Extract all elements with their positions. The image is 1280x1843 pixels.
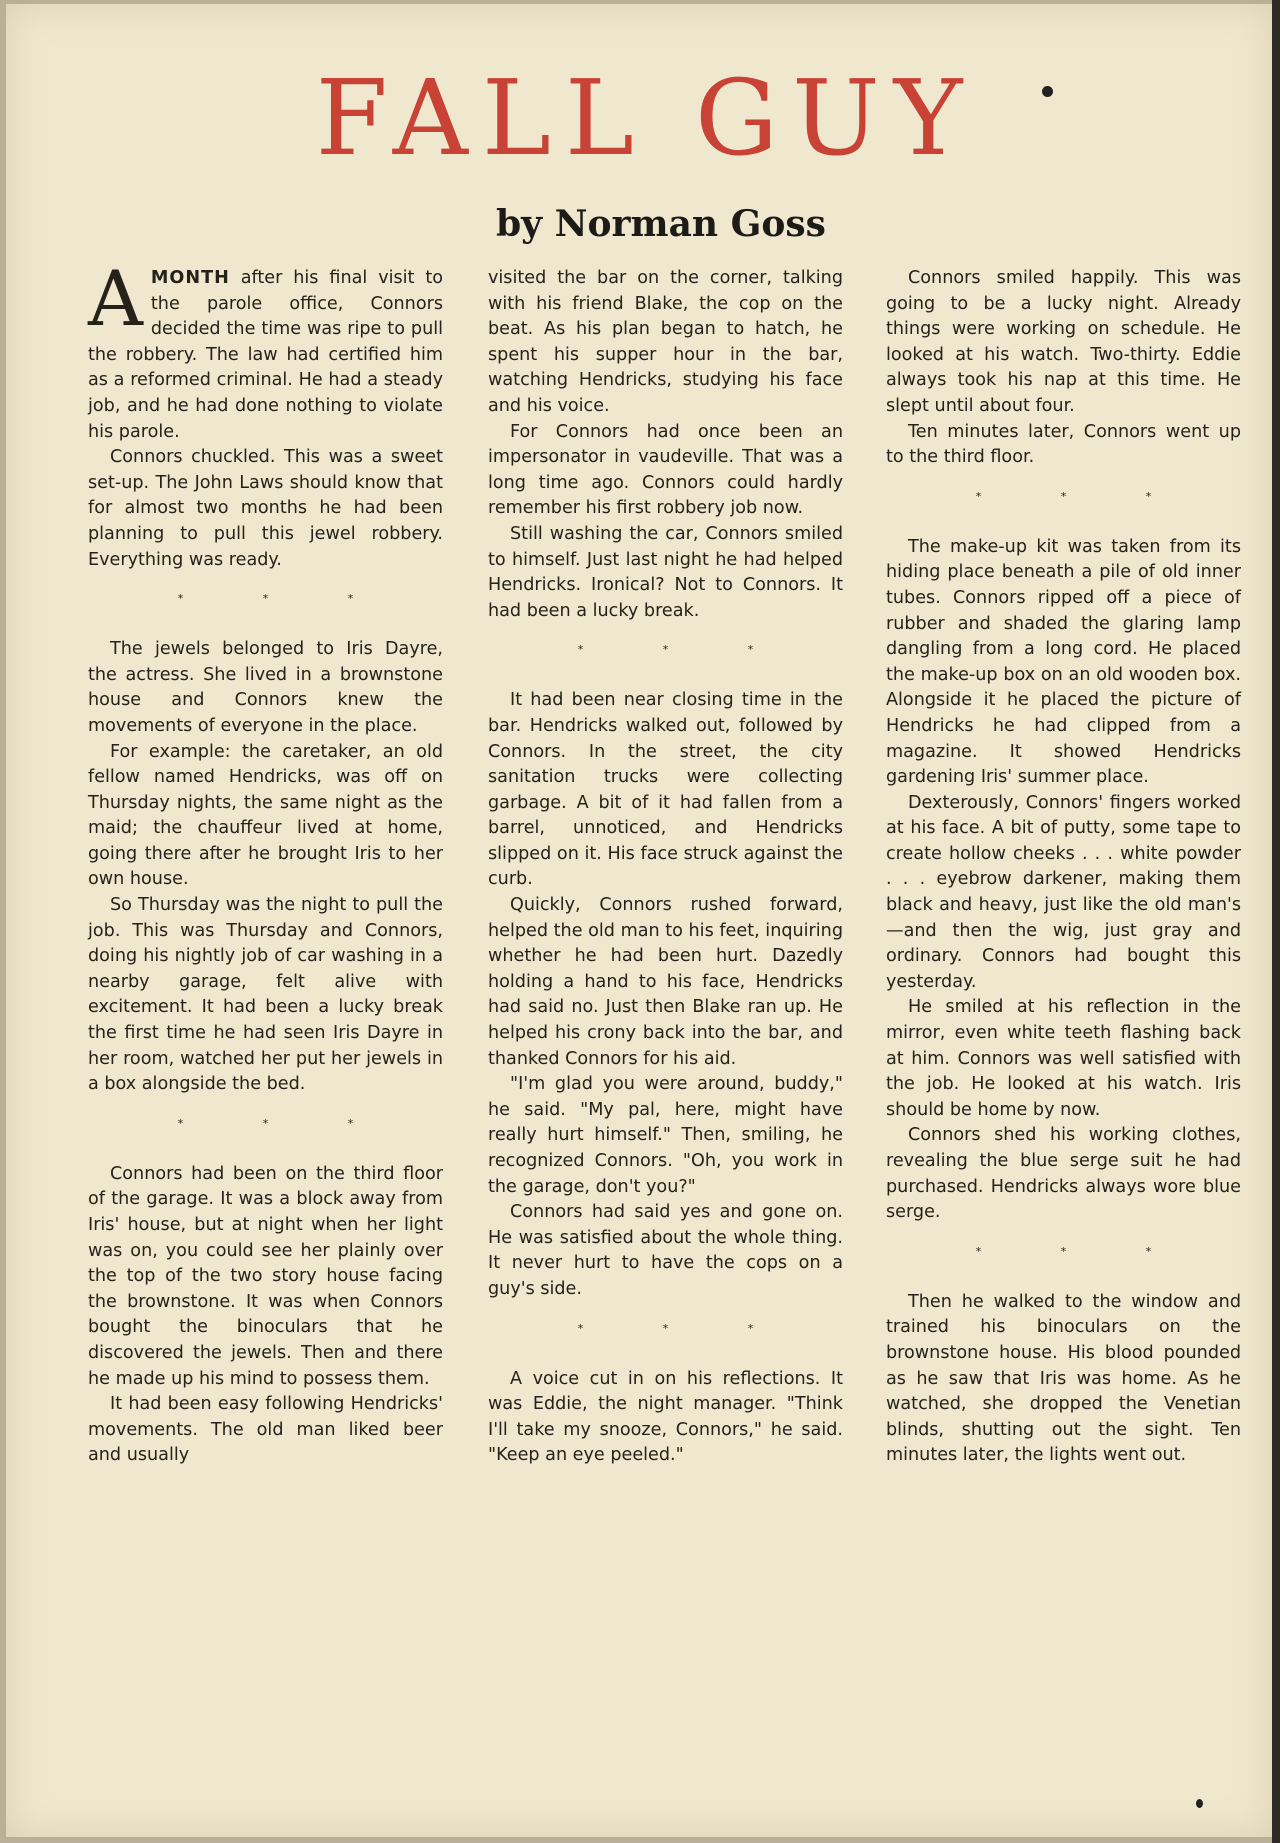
paragraph: Connors chuckled. This was a sweet set-up. The John Laws should know that for almost two months he had been planning to pull this jewel robbery. Everything was ready. <box>88 447 443 570</box>
page-edge <box>1272 0 1280 1843</box>
section-separator: * * * <box>177 592 392 606</box>
title-ornament-dot <box>1042 86 1053 97</box>
text-column-2 <box>488 266 843 1469</box>
paragraph: Connors smiled happily. This was going to be a lucky night. Already things were working on schedule. He looked at his watch. Two-thirty. Eddie always took his nap at this time. He slept until about four. <box>886 268 1241 416</box>
paragraph: Ten minutes later, Connors went up to the third floor. <box>886 421 1241 468</box>
paragraph: Connors shed his working clothes, revealing the blue serge suit he had purchased. Hendricks always wore blue serge. <box>886 1125 1241 1223</box>
paragraph: Connors had said yes and gone on. He was satisfied about the whole thing. It never hurt to have the cops on a guy's side. <box>488 1202 843 1299</box>
byline: by Norman Goss <box>496 203 826 245</box>
paragraph: Dexterously, Connors' fingers worked at his face. A bit of putty, some tape to create hollow cheeks . . . white powder . . . eyebrow darkener, making them black and heavy, just like the old man's—and then the wig, just gray and ordinary. Connors had bought this yesterday. <box>886 792 1241 992</box>
section-separator: * * * <box>577 1321 792 1335</box>
section-separator: * * * <box>975 489 1190 503</box>
section-separator: * * * <box>975 1244 1190 1258</box>
paragraph: It had been easy following Hendricks' movements. The old man liked beer and usually <box>88 1394 443 1466</box>
paragraph: Then he walked to the window and trained his binoculars on the brownstone house. His blood pounded as he saw that Iris was home. As he watched, she dropped the Venetian blinds, shutting out the sight. Ten minutes later, the lights went out. <box>886 1291 1241 1466</box>
magazine-page <box>6 4 1272 1837</box>
paragraph: For Connors had once been an impersonator in vaudeville. That was a long time ago. Connors could hardly remember his first robbery job now. <box>488 421 843 519</box>
paragraph: A voice cut in on his reflections. It was Eddie, the night manager. "Think I'll take my snooze, Connors," he said. "Keep an eye peeled." <box>488 1368 843 1466</box>
paragraph: The make-up kit was taken from its hiding place beneath a pile of old inner tubes. Connors ripped off a piece of rubber and shaded the glaring lamp dangling from a long cord. He placed the make-up box on an old wooden box. Alongside it he placed the picture of Hendricks he had clipped from a magazine. It showed Hendricks gardening Iris' summer place. <box>886 536 1241 788</box>
paragraph: Connors had been on the third floor of the garage. It was a block away from Iris' house, but at night when her light was on, you could see her plainly over the top of the two story house facing the brownstone. It was when Connors bought the binoculars that he discovered the jewels. Then and there he made up his mind to possess them. <box>88 1163 443 1389</box>
text-column-3 <box>886 266 1241 1469</box>
paragraph: For example: the caretaker, an old fellow named Hendricks, was off on Thursday nights, the same night as the maid; the chauffeur lived at home, going there after he brought Iris to her own house. <box>88 741 443 890</box>
paragraph: So Thursday was the night to pull the job. This was Thursday and Connors, doing his nightly job of car washing in a nearby garage, felt alive with excitement. It had been a lucky break the first time he had seen Iris Dayre in her room, watched her put her jewels in a box alongside the bed. <box>88 895 443 1095</box>
paragraph: Quickly, Connors rushed forward, helped the old man to his feet, inquiring whether he had been hurt. Dazedly holding a hand to his face, Hendricks had said no. Just then Blake ran up. He helped his crony back into the bar, and thanked Connors for his aid. <box>488 895 843 1069</box>
paragraph: "I'm glad you were around, buddy," he said. "My pal, here, might have really hurt himself." Then, smiling, he recognized Connors. "Oh, you work in the garage, don't you?" <box>488 1074 843 1197</box>
paragraph: It had been near closing time in the bar. Hendricks walked out, followed by Connors. In the street, the city sanitation trucks were collecting garbage. A bit of it had fallen from a barrel, unnoticed, and Hendricks slipped on it. His face struck against the curb. <box>488 690 843 890</box>
end-mark-dot <box>1196 1799 1203 1808</box>
paragraph: He smiled at his reflection in the mirror, even white teeth flashing back at him. Connors was well satisfied with the job. He looked at his watch. Iris should be home by now. <box>886 997 1241 1120</box>
paragraph: visited the bar on the corner, talking with his friend Blake, the cop on the beat. As his plan began to hatch, he spent his supper hour in the bar, watching Hendricks, studying his face and his voice. <box>488 268 843 416</box>
paragraph: The jewels belonged to Iris Dayre, the actress. She lived in a brownstone house and Connors knew the movements of everyone in the place. <box>88 639 443 736</box>
drop-cap: A <box>88 254 143 343</box>
paragraph-text: after his final visit to the parole office, Connors decided the time was ripe to pull the robbery. The law had certified him as a reformed criminal. He had a steady job, and he had done nothing to violate his parole. <box>88 268 444 442</box>
lead-word: MONTH <box>150 268 230 288</box>
paragraph <box>88 254 444 445</box>
section-separator: * * * <box>177 1116 392 1130</box>
story-title: FALL GUY <box>315 57 977 179</box>
section-separator: * * * <box>577 643 792 657</box>
paragraph: Still washing the car, Connors smiled to himself. Just last night he had helped Hendricks. Ironical? Not to Connors. It had been a lucky break. <box>488 523 843 621</box>
text-column-1 <box>88 254 444 1469</box>
